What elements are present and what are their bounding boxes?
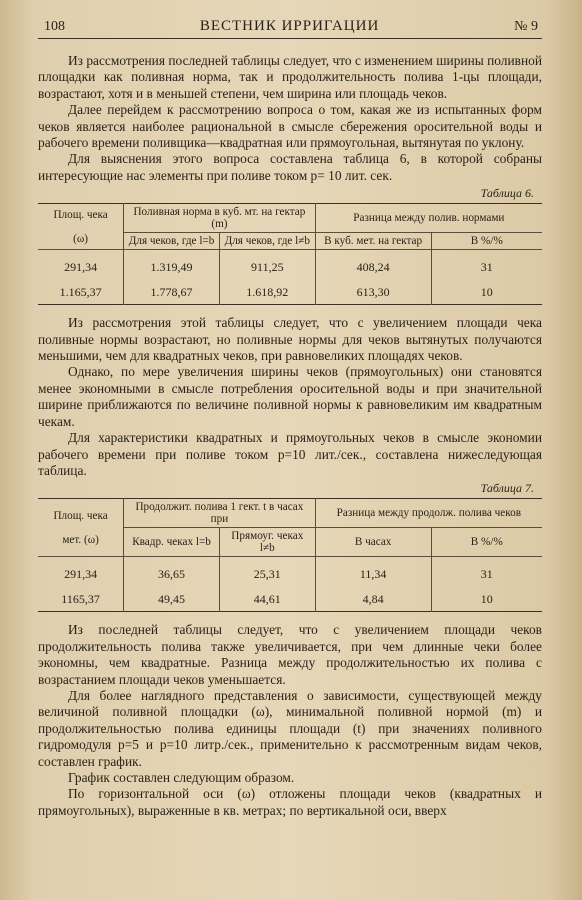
table-7 xyxy=(38,498,542,612)
table-row xyxy=(38,250,542,280)
table-cell: 1.165,37 xyxy=(38,279,124,305)
table-cell: 1.778,67 xyxy=(124,279,220,305)
header-diff-m3: В куб. мет. на гектар xyxy=(315,233,431,250)
table-cell: 291,34 xyxy=(38,557,124,587)
table-cell: 291,34 xyxy=(38,250,124,280)
table-cell: 408,24 xyxy=(315,250,431,280)
header-diff-pct: В %/% xyxy=(431,528,542,557)
header-group-time: Продолжит. полива 1 гект. t в часах при xyxy=(124,499,316,528)
header-time-rect: Прямоуг. чеках l≠b xyxy=(219,528,315,557)
header-area-label: Площ. чека xyxy=(53,509,108,522)
header-norm-square: Для чеков, где l=b xyxy=(124,233,220,250)
header-area-label: Площ. чека xyxy=(53,208,108,221)
paragraph: Из последней таблицы следует, что с увеличением площади чеков продолжительность полива также увеличивается, при чем длинные чеки более экономны, чем квадратные. Разница между продолжительностью их полива с возрастанием площади чеков уменьшается. xyxy=(38,622,542,687)
table-caption: Таблица 6. xyxy=(480,186,534,201)
page-header xyxy=(38,18,542,39)
table-cell: 911,25 xyxy=(219,250,315,280)
table-cell: 31 xyxy=(431,250,542,280)
issue-number: № 9 xyxy=(514,19,538,34)
table-cell: 11,34 xyxy=(315,557,431,587)
header-diff-pct: В %/% xyxy=(431,233,542,250)
header-group-diff: Разница между полив. нормами xyxy=(315,204,542,233)
paragraph: Для характеристики квадратных и прямоугольных чеков в смысле экономии рабочего времени при поливе током p=10 лит./сек., составлена нижеследующая таблица. xyxy=(38,430,542,478)
table-cell: 36,65 xyxy=(124,557,220,587)
paragraph: Из рассмотрения этой таблицы следует, что с увеличением площади чека поливные нормы возрастают, но поливные нормы для чеков вытянутых получаются меньшими, чем для квадратных чеков, при равновеликих площадях чеков. xyxy=(38,315,542,364)
table-cell: 1.618,92 xyxy=(219,279,315,305)
table-cell: 1.319,49 xyxy=(124,250,220,280)
paragraph: Далее перейдем к рассмотрению вопроса о том, какая же из испытанных форм чеков является наиболее рациональной в смысле сбережения оросительной воды и рабочего времени поливщика—квадратная или прямоугольная, вытянутая по уклону. xyxy=(38,102,542,151)
table-cell: 49,45 xyxy=(124,586,220,612)
header-time-square: Квадр. чеках l=b xyxy=(124,528,220,557)
table-cell: 613,30 xyxy=(315,279,431,305)
header-cell xyxy=(38,499,124,557)
table-cell: 10 xyxy=(431,586,542,612)
header-diff-hours: В часах xyxy=(315,528,431,557)
paragraph: Для выяснения этого вопроса составлена таблица 6, в которой собраны интересующие нас элементы при поливе током p= 10 лит. сек. xyxy=(38,151,542,183)
paragraph: Однако, по мере увеличения ширины чеков (прямоугольных) они становятся менее экономными в смысле потребления оросительной воды и при значительной ширине приближаются по величине поливной нормы к равновеликим им квадратным чекам. xyxy=(38,364,542,429)
paragraph: Для более наглядного представления о зависимости, существующей между величиной поливной площадки (ω), минимальной поливной нормой (m) и продолжительностью полива единицы площади (t) при значениях поливного гидромодуля p=5 и p=10 литр./сек., применительно к рассмотренным видам чеков, составлен график. xyxy=(38,687,542,769)
paragraph: Из рассмотрения последней таблицы следует, что с изменением ширины поливной площадки как поливная норма, так и продолжительность полива 1-цы площади, возрастают, хотя и в меньшей степени, чем ширина или площадь чеков. xyxy=(38,53,542,101)
table-6 xyxy=(38,203,542,305)
table-cell: 1165,37 xyxy=(38,586,124,612)
table-cell: 25,31 xyxy=(219,557,315,587)
paragraph: По горизонтальной оси (ω) отложены площади чеков (квадратных и прямоугольных), выраженные в кв. метрах; по вертикальной оси, вверх xyxy=(38,786,542,818)
table-row xyxy=(38,586,542,612)
table-row xyxy=(38,557,542,587)
page-number: 108 xyxy=(44,19,65,34)
table-caption: Таблица 7. xyxy=(480,481,534,496)
table-row xyxy=(38,279,542,305)
header-group-diff: Разница между продолж. полива чеков xyxy=(315,499,542,528)
table-cell: 44,61 xyxy=(219,586,315,612)
table-cell: 31 xyxy=(431,557,542,587)
paragraph: График составлен следующим образом. xyxy=(68,769,295,785)
header-area-unit: (ω) xyxy=(73,232,88,245)
header-cell xyxy=(38,204,124,250)
table-cell: 10 xyxy=(431,279,542,305)
table-cell: 4,84 xyxy=(315,586,431,612)
journal-title: ВЕСТНИК ИРРИГАЦИИ xyxy=(199,18,380,34)
header-norm-rect: Для чеков, где l≠b xyxy=(219,233,315,250)
header-group-norm: Поливная норма в куб. мт. на гектар (m) xyxy=(124,204,316,233)
header-area-unit: мет. (ω) xyxy=(62,533,99,546)
